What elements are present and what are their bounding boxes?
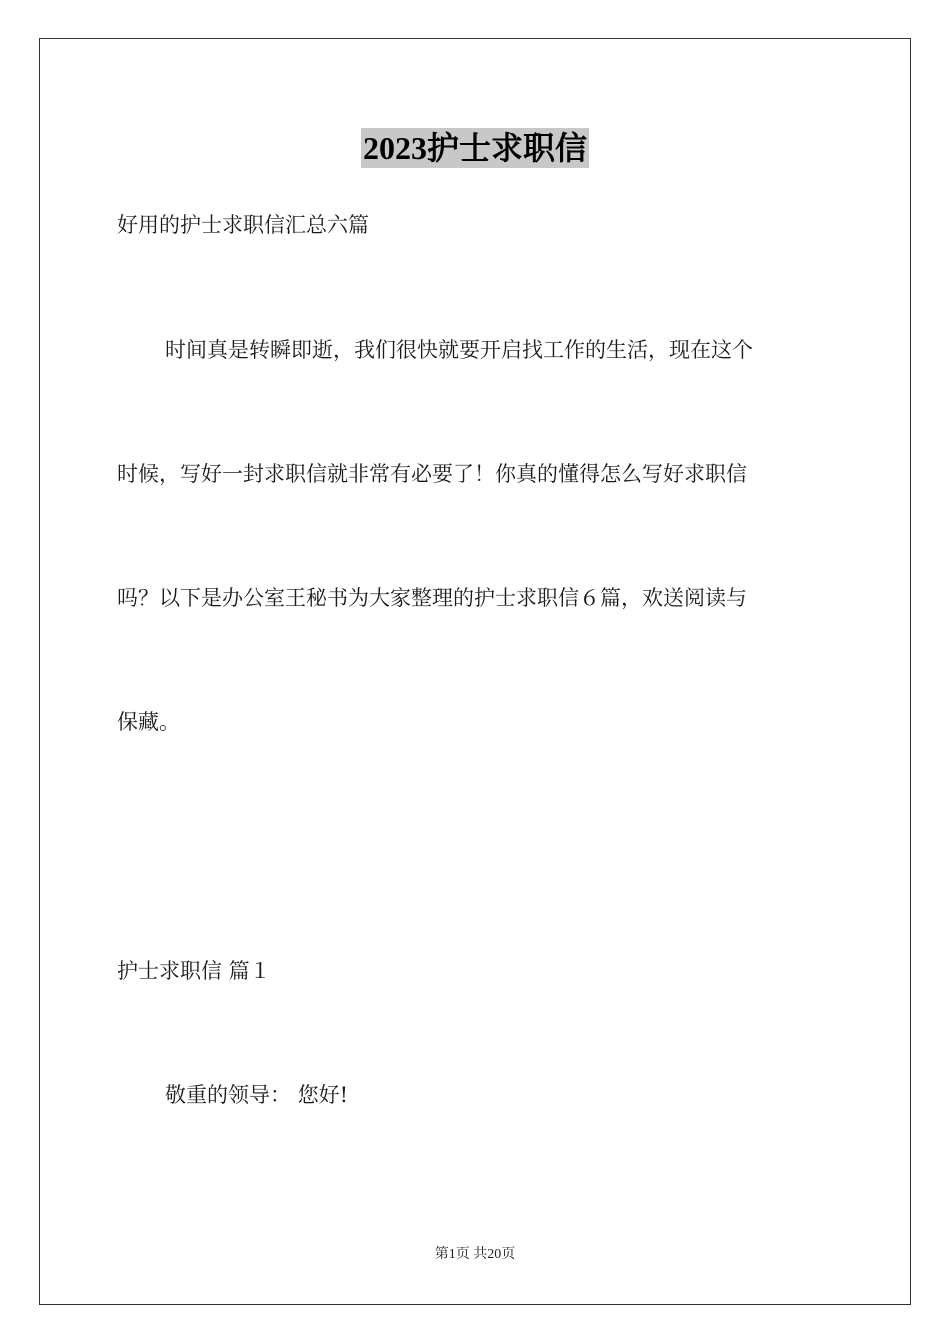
intro-paragraph-line-3: 吗？以下是办公室王秘书为大家整理的护士求职信６篇，欢送阅读与	[117, 586, 747, 610]
letter-salutation: 敬重的领导： 您好!	[165, 1083, 349, 1107]
intro-paragraph-line-1: 时间真是转瞬即逝，我们很快就要开启找工作的生活，现在这个	[165, 338, 753, 362]
document-subtitle: 好用的护士求职信汇总六篇	[117, 213, 369, 237]
intro-paragraph-line-2: 时候，写好一封求职信就非常有必要了！你真的懂得怎么写好求职信	[117, 462, 747, 486]
page-footer: 第1页 共20页	[434, 1247, 516, 1262]
section-heading: 护士求职信 篇１	[117, 959, 271, 983]
intro-paragraph-line-4: 保藏。	[117, 710, 180, 734]
document-title: 2023护士求职信	[362, 130, 587, 166]
document-title-wrapper	[0, 128, 950, 168]
